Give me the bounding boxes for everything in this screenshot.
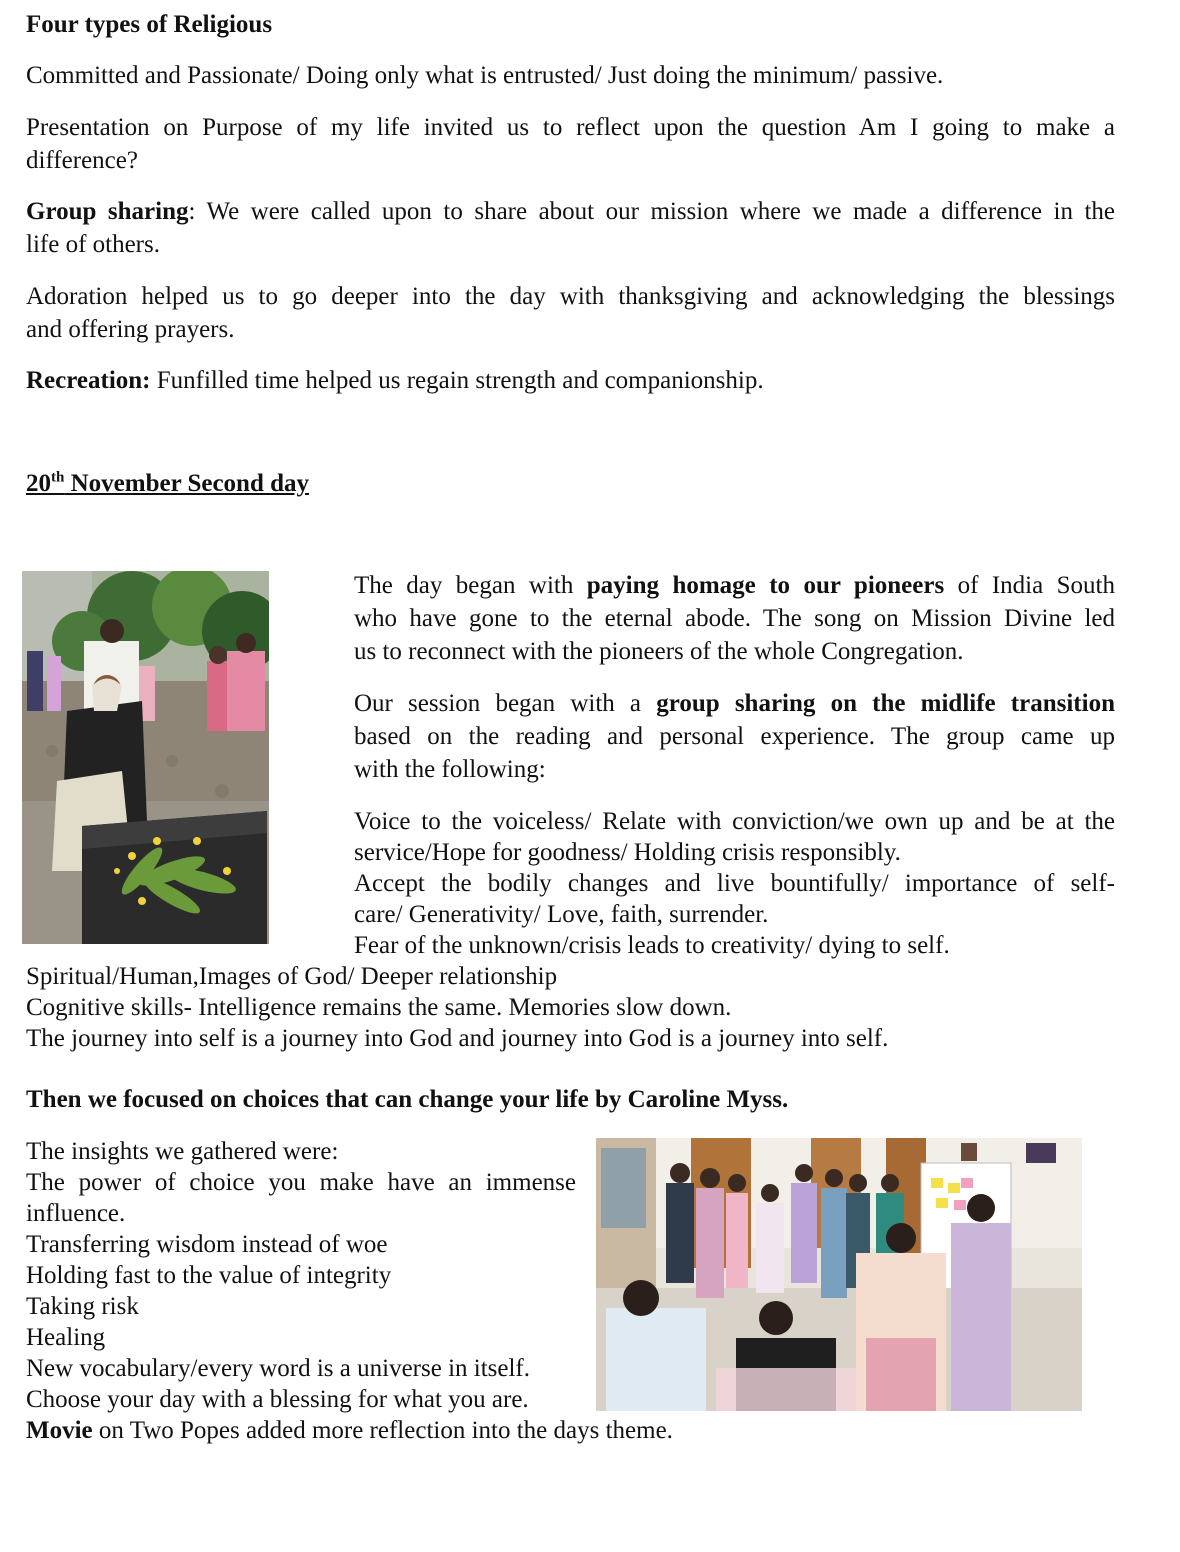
adoration-line-1: Adoration helped us to go deeper into the day with thanksgiving and acknowledging the blessings <box>26 283 1115 310</box>
insight-1-line-2: influence. <box>26 1200 126 1227</box>
insight-6: New vocabulary/every word is a universe in itself. <box>26 1355 531 1382</box>
religious-types-text: Committed and Passionate/ Doing only what is entrusted/ Just doing the minimum/ passive. <box>26 62 944 89</box>
group-sharing-line-1: Group sharing: We were called upon to share about our mission where we made a difference in the <box>26 198 1116 225</box>
day-heading: 20th November Second day <box>26 469 310 497</box>
movie-label: Movie <box>26 1417 93 1444</box>
session-line-2: based on the reading and personal experience. The group came up <box>354 723 1115 750</box>
insights-intro: The insights we gathered were: <box>26 1138 339 1165</box>
midlife-item-7: Cognitive skills- Intelligence remains the same. Memories slow down. <box>26 994 732 1021</box>
midlife-item-5: Fear of the unknown/crisis leads to creativity/ dying to self. <box>354 932 950 959</box>
section-heading: Four types of Religious <box>26 11 273 38</box>
recreation-paragraph: Recreation: Funfilled time helped us regain strength and companionship. <box>26 367 764 394</box>
photo-homage-pioneers <box>22 571 269 944</box>
midlife-item-4: care/ Generativity/ Love, faith, surrender. <box>354 901 769 928</box>
insight-7: Choose your day with a blessing for what you are. <box>26 1386 529 1413</box>
homage-line-3: us to reconnect with the pioneers of the whole Congregation. <box>354 638 964 665</box>
presentation-line-1: Presentation on Purpose of my life invited us to reflect upon the question Am I going to make a <box>26 114 1115 141</box>
midlife-item-1: Voice to the voiceless/ Relate with conviction/we own up and be at the <box>354 808 1115 835</box>
homage-line-2: who have gone to the eternal abode. The song on Mission Divine led <box>354 605 1115 632</box>
midlife-item-6: Spiritual/Human,Images of God/ Deeper relationship <box>26 963 558 990</box>
insight-4: Taking risk <box>26 1293 139 1320</box>
insight-5: Healing <box>26 1324 106 1351</box>
photo-group-session <box>596 1138 1082 1411</box>
presentation-line-2: difference? <box>26 147 138 174</box>
midlife-item-2: service/Hope for goodness/ Holding crisis responsibly. <box>354 839 901 866</box>
insight-3: Holding fast to the value of integrity <box>26 1262 392 1289</box>
adoration-line-2: and offering prayers. <box>26 316 235 343</box>
session-line-3: with the following: <box>354 756 546 783</box>
recreation-label: Recreation: <box>26 367 151 394</box>
movie-paragraph: Movie on Two Popes added more reflection into the days theme. <box>26 1417 673 1444</box>
group-sharing-label: Group sharing <box>26 198 189 225</box>
midlife-item-3: Accept the bodily changes and live bountifully/ importance of self- <box>354 870 1115 897</box>
session-line-1: Our session began with a group sharing on the midlife transition <box>354 690 1115 717</box>
homage-line-1: The day began with paying homage to our pioneers of India South <box>354 572 1115 599</box>
midlife-item-8: The journey into self is a journey into God and journey into God is a journey into self. <box>26 1025 889 1052</box>
insight-1-line-1: The power of choice you make have an immense <box>26 1169 576 1196</box>
insight-2: Transferring wisdom instead of woe <box>26 1231 388 1258</box>
group-sharing-line-2: life of others. <box>26 231 160 258</box>
focus-heading: Then we focused on choices that can change your life by Caroline Myss. <box>26 1086 789 1113</box>
